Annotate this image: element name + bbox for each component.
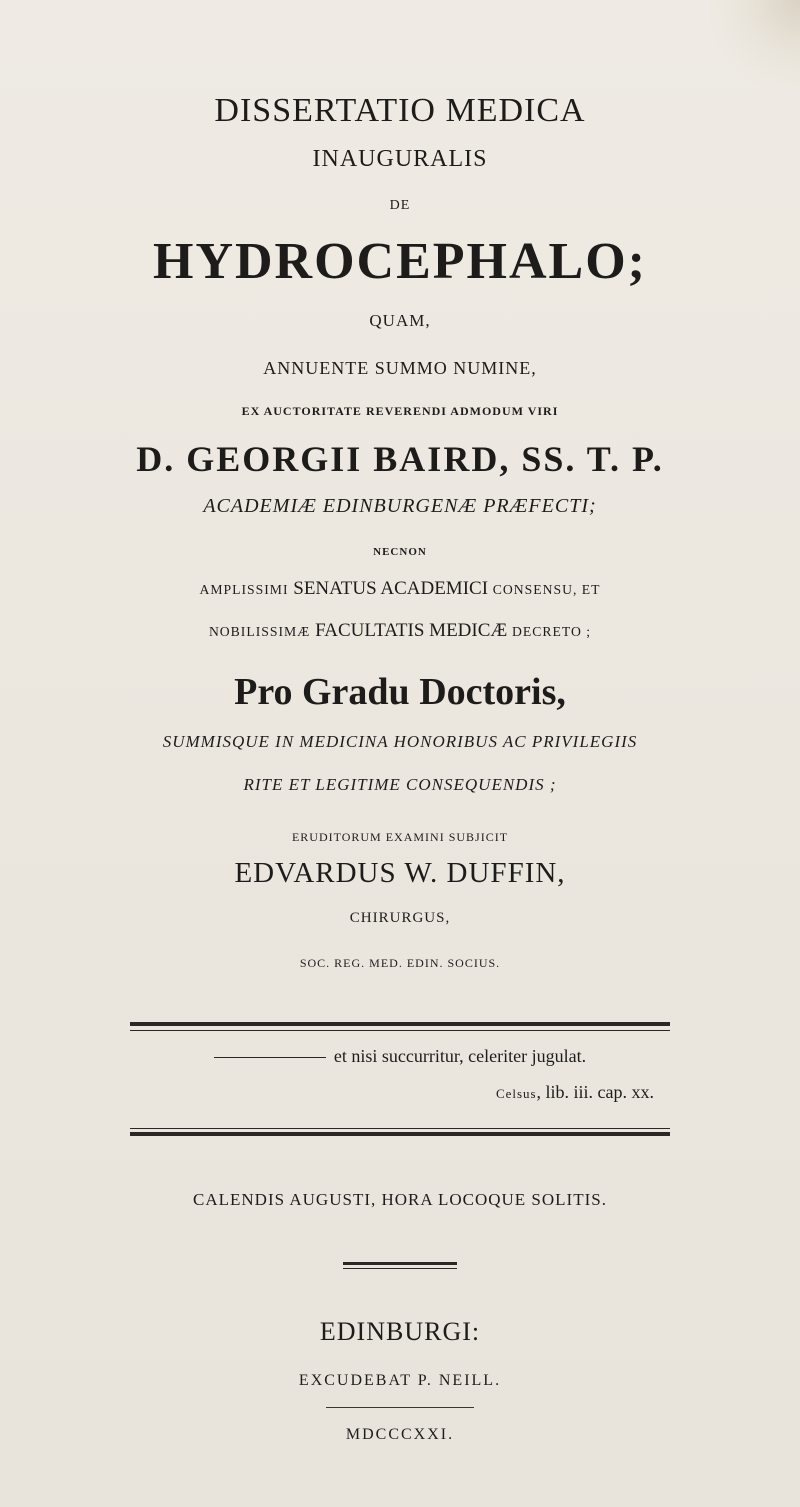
divider-thick-bottom: [130, 1132, 670, 1136]
quam-line: QUAM,: [369, 311, 431, 330]
imprint-year: MDCCCXXI.: [345, 1426, 455, 1443]
senatus-amplissimi: AMPLISSIMI: [199, 582, 289, 597]
title-line-2: INAUGURALIS: [312, 146, 488, 172]
author-profession: CHIRURGUS,: [349, 910, 451, 926]
facultas-nobilissimae: NOBILISSIMÆ: [208, 624, 311, 639]
epigraph-quote: [0, 1046, 800, 1067]
title-line-1: DISSERTATIO MEDICA: [214, 92, 586, 129]
dissertation-subject: HYDROCEPHALO;: [153, 233, 647, 290]
imprint-rule: [326, 1407, 474, 1408]
divider-thin-bottom: [130, 1128, 670, 1129]
epigraph-source: [496, 1082, 654, 1103]
academiae-line: ACADEMIÆ EDINBURGENÆ PRÆFECTI;: [203, 495, 597, 517]
gradu-line: Pro Gradu Doctoris,: [234, 671, 566, 713]
epigraph-dash: [214, 1057, 326, 1058]
facultas-decreto: DECRETO ;: [512, 624, 592, 639]
necnon-line: NECNON: [373, 546, 427, 558]
senatus-name: SENATUS ACADEMICI: [293, 578, 489, 599]
eruditorum-line: ERUDITORUM EXAMINI SUBJICIT: [291, 830, 509, 844]
rite-line: RITE ET LEGITIME CONSEQUENDIS ;: [243, 775, 557, 794]
imprint-city: EDINBURGI:: [319, 1317, 481, 1346]
summisque-line: SUMMISQUE IN MEDICINA HONORIBUS AC PRIVILEGIIS: [162, 732, 638, 751]
divider-thick-top: [130, 1022, 670, 1026]
divider-thin-top: [130, 1030, 670, 1031]
auctoritate-line: EX AUCTORITATE REVERENDI ADMODUM VIRI: [241, 404, 559, 418]
author-name: EDVARDUS W. DUFFIN,: [234, 857, 566, 889]
paper-stain: [710, 0, 800, 90]
epigraph-text: et nisi succurritur, celeriter jugulat.: [333, 1046, 587, 1066]
senatus-consensu: CONSENSU, ET: [492, 582, 601, 597]
defense-date: CALENDIS AUGUSTI, HORA LOCOQUE SOLITIS.: [193, 1190, 607, 1209]
epigraph-source-rest: , lib. iii. cap. xx.: [536, 1082, 654, 1102]
epigraph-source-name: Celsus: [495, 1086, 537, 1101]
facultas-name: FACULTATIS MEDICÆ: [315, 620, 508, 641]
principal-name: D. GEORGII BAIRD, SS. T. P.: [136, 439, 664, 479]
facultas-line: [0, 620, 800, 642]
title-de: DE: [389, 198, 411, 213]
imprint-printer: EXCUDEBAT P. NEILL.: [298, 1372, 502, 1389]
short-rule-thin: [343, 1268, 457, 1269]
senatus-line: [0, 578, 800, 600]
annuente-line: ANNUENTE SUMMO NUMINE,: [263, 358, 537, 378]
author-society: SOC. REG. MED. EDIN. SOCIUS.: [299, 956, 501, 970]
short-rule-thick: [343, 1262, 457, 1265]
